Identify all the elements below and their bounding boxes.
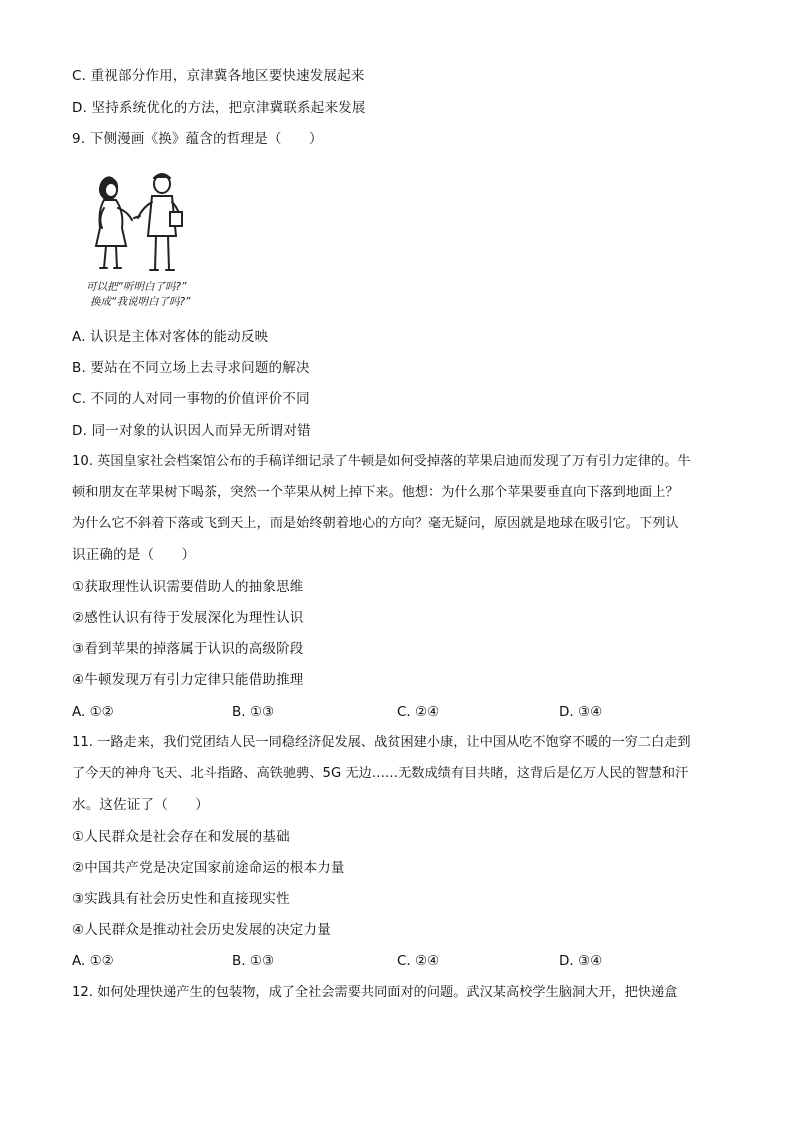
q9-option-c: C. 不同的人对同一事物的价值评价不同 bbox=[72, 391, 310, 407]
q11-item-3: ③实践具有社会历史性和直接现实性 bbox=[72, 891, 290, 907]
q11-stem-line-2: 了今天的神舟飞天、北斗指路、高铁驰骋、5G 无边……无数成绩有目共睹，这背后是亿万人民的智慧和汗 bbox=[72, 766, 689, 781]
q11-stem-line-3: 水。这佐证了（ ） bbox=[72, 797, 209, 813]
q9-option-d: D. 同一对象的认识因人而异无所谓对错 bbox=[72, 423, 311, 439]
q11-choice-d: D. ③④ bbox=[559, 953, 603, 969]
q9-cartoon-image bbox=[84, 168, 234, 308]
q11-item-2: ②中国共产党是决定国家前途命运的根本力量 bbox=[72, 860, 345, 876]
q10-choice-a: A. ①② bbox=[72, 704, 114, 720]
q10-item-2: ②感性认识有待于发展深化为理性认识 bbox=[72, 610, 304, 626]
q10-item-3: ③看到苹果的掉落属于认识的高级阶段 bbox=[72, 641, 304, 657]
q9-stem: 9. 下侧漫画《换》蕴含的哲理是（ ） bbox=[72, 131, 323, 147]
q11-choice-c: C. ②④ bbox=[397, 953, 440, 969]
q11-item-4: ④人民群众是推动社会历史发展的决定力量 bbox=[72, 922, 331, 938]
q10-stem-line-3: 为什么它不斜着下落或飞到天上，而是始终朝着地心的方向？毫无疑问，原因就是地球在吸引它。下列认 bbox=[72, 516, 679, 531]
cartoon-caption-1: 可以把“听明白了吗?” bbox=[86, 281, 187, 293]
q9-option-b: B. 要站在不同立场上去寻求问题的解决 bbox=[72, 360, 310, 376]
cartoon-drawing bbox=[84, 168, 234, 308]
q11-stem-line-1: 11. 一路走来，我们党团结人民一同稳经济促发展、战贫困建小康，让中国从吃不饱穿不暖的一穷二白走到 bbox=[72, 735, 691, 750]
q10-choice-b: B. ①③ bbox=[232, 704, 275, 720]
q11-item-1: ①人民群众是社会存在和发展的基础 bbox=[72, 829, 290, 845]
q10-stem-line-4: 识正确的是（ ） bbox=[72, 547, 196, 563]
q8-option-d: D. 坚持系统优化的方法，把京津冀联系起来发展 bbox=[72, 100, 366, 116]
q9-option-a: A. 认识是主体对客体的能动反映 bbox=[72, 329, 269, 345]
q8-option-c: C. 重视部分作用，京津冀各地区要快速发展起来 bbox=[72, 68, 365, 84]
q10-choice-c: C. ②④ bbox=[397, 704, 440, 720]
q10-item-1: ①获取理性认识需要借助人的抽象思维 bbox=[72, 579, 304, 595]
q10-choice-d: D. ③④ bbox=[559, 704, 603, 720]
q11-choice-b: B. ①③ bbox=[232, 953, 275, 969]
cartoon-caption-2: 换成“我说明白了吗?” bbox=[90, 296, 191, 308]
q10-stem-line-2: 顿和朋友在苹果树下喝茶，突然一个苹果从树上掉下来。他想：为什么那个苹果要垂直向下落到地面上？ bbox=[72, 485, 679, 500]
q12-stem-line-1: 12. 如何处理快递产生的包装物，成了全社会需要共同面对的问题。武汉某高校学生脑洞大开，把快递盒 bbox=[72, 985, 678, 1000]
q10-stem-line-1: 10. 英国皇家社会档案馆公布的手稿详细记录了牛顿是如何受掉落的苹果启迪而发现了万有引力定律的。牛 bbox=[72, 454, 691, 469]
q10-item-4: ④牛顿发现万有引力定律只能借助推理 bbox=[72, 672, 304, 688]
q11-choice-a: A. ①② bbox=[72, 953, 114, 969]
